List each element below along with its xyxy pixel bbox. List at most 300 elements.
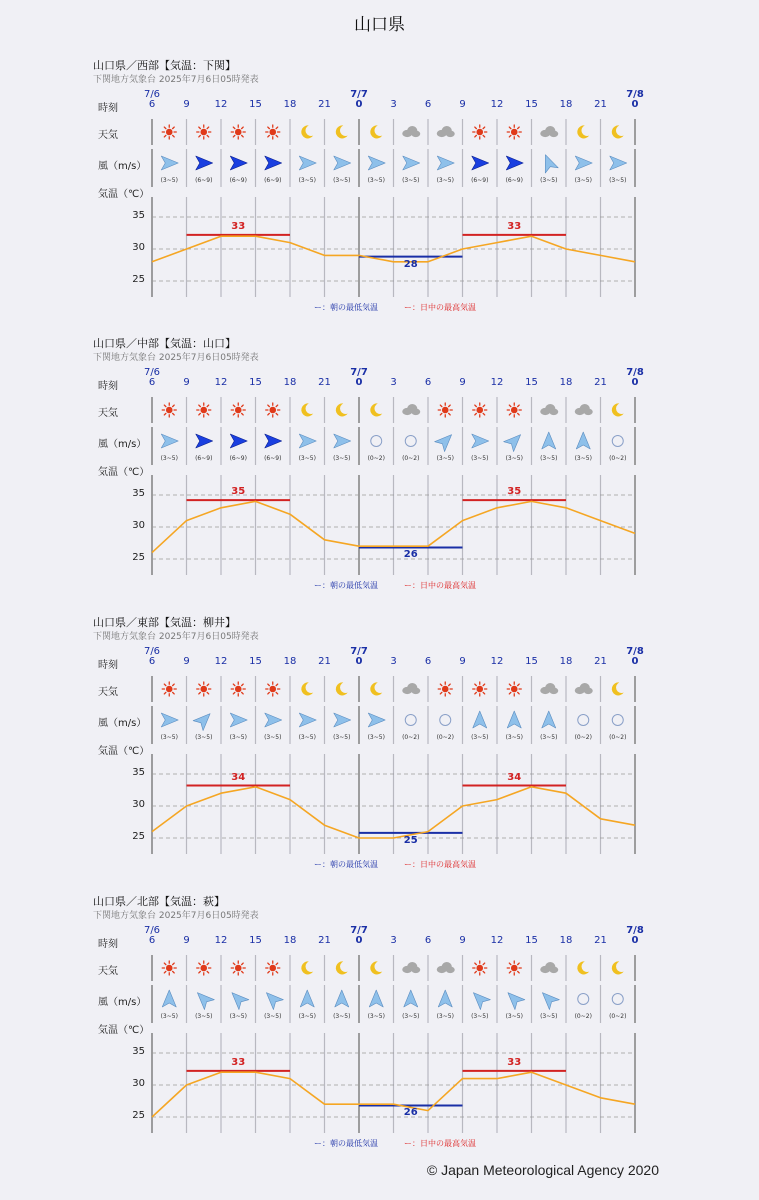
wind-speed-label: (3~5) (574, 177, 592, 184)
calm-wind-icon (578, 715, 589, 726)
wind-speed-label: (3~5) (333, 1013, 351, 1020)
hour-label: 18 (283, 656, 297, 667)
panel-subtitle: 下関地方気象台 2025年7月6日05時発表 (93, 632, 259, 642)
day-max-value: 33 (231, 1056, 246, 1068)
hour-label: 9 (459, 377, 466, 388)
date-label: 7/6 (143, 367, 161, 378)
calm-wind-icon (371, 436, 382, 447)
sun-icon (507, 125, 521, 139)
panel-subtitle: 下関地方気象台 2025年7月6日05時発表 (93, 353, 259, 363)
legend-morning-min: ー：朝の最低気温 (314, 303, 378, 312)
hour-label: 12 (214, 377, 228, 388)
hour-label: 3 (390, 656, 397, 667)
wind-speed-label: (0~2) (609, 1013, 627, 1020)
wind-speed-label: (3~5) (333, 734, 351, 741)
wind-speed-label: (0~2) (402, 455, 420, 462)
wind-speed-label: (3~5) (574, 455, 592, 462)
temp-axis-label: 気温（℃） (98, 1025, 150, 1036)
date-label: 7/7 (350, 925, 368, 936)
morning-min-value: 26 (403, 1107, 418, 1119)
day-max-value: 34 (507, 771, 522, 783)
wind-speed-label: (3~5) (298, 455, 316, 462)
hour-label: 6 (424, 377, 432, 388)
moon-icon (336, 682, 348, 695)
hour-label: 12 (490, 935, 504, 946)
morning-min-value: 26 (403, 549, 418, 561)
sun-icon (197, 403, 211, 417)
day-max-value: 33 (507, 1056, 522, 1068)
weather-row-label: 天気 (98, 687, 118, 698)
hour-label: 12 (214, 99, 228, 110)
hour-label: 3 (390, 99, 397, 110)
weather-row-label: 天気 (98, 966, 118, 977)
sun-icon (266, 961, 280, 975)
wind-arrow-icon (369, 990, 383, 1007)
hour-label: 18 (283, 935, 297, 946)
cloud-icon (402, 683, 420, 694)
wind-speed-label: (6~9) (471, 177, 489, 184)
wind-speed-label: (3~5) (471, 455, 489, 462)
wind-speed-label: (3~5) (298, 177, 316, 184)
sun-icon (438, 682, 452, 696)
cloud-icon (540, 683, 558, 694)
calm-wind-icon (405, 436, 416, 447)
weather-row-label: 天気 (98, 408, 118, 419)
wind-arrow-icon (468, 988, 490, 1010)
wind-arrow-icon (472, 434, 489, 448)
hour-label: 18 (559, 935, 573, 946)
hour-label: 18 (559, 656, 573, 667)
time-row-label: 時刻 (98, 660, 118, 671)
wind-speed-label: (3~5) (333, 455, 351, 462)
wind-arrow-icon (265, 156, 282, 170)
moon-icon (370, 403, 382, 416)
wind-speed-label: (3~5) (436, 455, 454, 462)
wind-arrow-icon (368, 713, 385, 727)
temp-tick-label: 25 (132, 1110, 145, 1121)
hour-label: 12 (490, 656, 504, 667)
wind-speed-label: (3~5) (540, 455, 558, 462)
moon-icon (301, 961, 313, 974)
sun-icon (231, 961, 245, 975)
wind-speed-label: (3~5) (264, 734, 282, 741)
wind-speed-label: (6~9) (505, 177, 523, 184)
temp-tick-label: 35 (132, 767, 145, 778)
date-label: 7/6 (143, 925, 161, 936)
day-max-value: 34 (231, 771, 246, 783)
sun-icon (507, 961, 521, 975)
hour-label: 0 (631, 656, 639, 667)
temp-tick-label: 30 (132, 520, 145, 531)
wind-arrow-icon (503, 988, 525, 1010)
temp-tick-label: 35 (132, 488, 145, 499)
sun-icon (197, 125, 211, 139)
wind-speed-label: (6~9) (195, 177, 213, 184)
legend-day-max: ー：日中の最高気温 (404, 860, 476, 869)
moon-icon (336, 961, 348, 974)
wind-row-label: 風（m/s） (98, 718, 147, 729)
day-max-value: 35 (231, 486, 246, 498)
sun-icon (231, 125, 245, 139)
wind-arrow-icon (161, 434, 178, 448)
calm-wind-icon (612, 436, 623, 447)
wind-arrow-icon (193, 709, 215, 731)
wind-speed-label: (3~5) (505, 455, 523, 462)
calm-wind-icon (440, 715, 451, 726)
sun-icon (473, 125, 487, 139)
calm-wind-icon (612, 994, 623, 1005)
wind-arrow-icon (539, 152, 558, 173)
temp-tick-label: 35 (132, 1046, 145, 1057)
forecast-panel (0, 893, 759, 1158)
cloud-icon (540, 962, 558, 973)
hour-label: 6 (148, 656, 156, 667)
date-label: 7/6 (143, 89, 161, 100)
wind-speed-label: (3~5) (436, 1013, 454, 1020)
wind-speed-label: (3~5) (160, 455, 178, 462)
hour-label: 6 (424, 656, 432, 667)
wind-arrow-icon (403, 156, 420, 170)
temp-tick-label: 35 (132, 210, 145, 221)
sun-icon (473, 682, 487, 696)
wind-arrow-icon (472, 156, 489, 170)
wind-speed-label: (3~5) (333, 177, 351, 184)
temp-tick-label: 30 (132, 242, 145, 253)
sun-icon (197, 961, 211, 975)
hour-label: 15 (249, 377, 262, 388)
wind-speed-label: (6~9) (264, 177, 282, 184)
cloud-icon (437, 962, 455, 973)
wind-speed-label: (3~5) (471, 734, 489, 741)
hour-label: 6 (148, 377, 156, 388)
moon-icon (370, 125, 382, 138)
wind-arrow-icon (335, 990, 349, 1007)
moon-icon (301, 403, 313, 416)
wind-speed-label: (3~5) (160, 1013, 178, 1020)
wind-arrow-icon (542, 711, 556, 728)
wind-arrow-icon (265, 434, 282, 448)
time-row-label: 時刻 (98, 103, 118, 114)
hour-label: 18 (559, 377, 573, 388)
wind-speed-label: (0~2) (367, 455, 385, 462)
wind-speed-label: (3~5) (367, 177, 385, 184)
hour-label: 21 (318, 935, 331, 946)
hour-label: 3 (390, 935, 397, 946)
temp-tick-label: 30 (132, 799, 145, 810)
date-label: 7/8 (626, 367, 644, 378)
weather-row-label: 天気 (98, 130, 118, 141)
panel-title: 山口県／東部【気温：柳井】 (93, 616, 236, 629)
sun-icon (162, 125, 176, 139)
hour-label: 9 (459, 656, 466, 667)
sun-icon (438, 403, 452, 417)
wind-speed-label: (0~2) (402, 734, 420, 741)
wind-arrow-icon (437, 156, 454, 170)
hour-label: 6 (148, 99, 156, 110)
wind-speed-label: (0~2) (574, 1013, 592, 1020)
sun-icon (231, 403, 245, 417)
hour-label: 21 (594, 377, 607, 388)
cloud-icon (540, 126, 558, 137)
wind-arrow-icon (230, 434, 247, 448)
wind-arrow-icon (576, 432, 590, 449)
hour-label: 21 (318, 99, 331, 110)
wind-speed-label: (3~5) (160, 177, 178, 184)
hour-label: 0 (355, 99, 363, 110)
hour-label: 18 (283, 99, 297, 110)
wind-row-label: 風（m/s） (98, 439, 147, 450)
hour-label: 0 (631, 99, 639, 110)
wind-arrow-icon (261, 988, 283, 1010)
wind-speed-label: (3~5) (540, 1013, 558, 1020)
wind-speed-label: (3~5) (436, 177, 454, 184)
wind-arrow-icon (334, 713, 351, 727)
date-label: 7/7 (350, 367, 368, 378)
panel-title: 山口県／北部【気温：萩】 (93, 895, 225, 908)
panel-title: 山口県／西部【気温：下関】 (93, 59, 236, 72)
hour-label: 6 (424, 935, 432, 946)
time-row-label: 時刻 (98, 381, 118, 392)
date-label: 7/7 (350, 89, 368, 100)
date-label: 7/7 (350, 646, 368, 657)
temp-tick-label: 25 (132, 831, 145, 842)
wind-arrow-icon (192, 988, 214, 1010)
panel-graphics (0, 57, 759, 322)
hour-label: 12 (214, 656, 228, 667)
hour-label: 9 (459, 99, 466, 110)
calm-wind-icon (578, 994, 589, 1005)
wind-speed-label: (3~5) (195, 1013, 213, 1020)
hour-label: 3 (390, 377, 397, 388)
legend-day-max: ー：日中の最高気温 (404, 1139, 476, 1148)
wind-arrow-icon (300, 990, 314, 1007)
hour-label: 18 (559, 99, 573, 110)
wind-arrow-icon (196, 156, 213, 170)
hour-label: 21 (594, 935, 607, 946)
cloud-icon (437, 126, 455, 137)
wind-arrow-icon (438, 990, 452, 1007)
date-label: 7/8 (626, 925, 644, 936)
cloud-icon (402, 126, 420, 137)
hour-label: 0 (355, 935, 363, 946)
wind-arrow-icon (161, 156, 178, 170)
legend-day-max: ー：日中の最高気温 (404, 303, 476, 312)
wind-speed-label: (3~5) (367, 1013, 385, 1020)
moon-icon (612, 682, 624, 695)
legend-morning-min: ー：朝の最低気温 (314, 581, 378, 590)
wind-speed-label: (0~2) (436, 734, 454, 741)
cloud-icon (402, 404, 420, 415)
temp-axis-label: 気温（℃） (98, 746, 150, 757)
hour-label: 6 (148, 935, 156, 946)
temp-axis-label: 気温（℃） (98, 467, 150, 478)
legend-morning-min: ー：朝の最低気温 (314, 860, 378, 869)
forecast-panel (0, 614, 759, 879)
wind-arrow-icon (506, 156, 523, 170)
hour-label: 9 (183, 377, 190, 388)
day-max-value: 35 (507, 486, 522, 498)
hour-label: 15 (525, 99, 538, 110)
legend-day-max: ー：日中の最高気温 (404, 581, 476, 590)
morning-min-value: 28 (403, 258, 418, 270)
temp-axis-label: 気温（℃） (98, 189, 150, 200)
moon-icon (577, 961, 589, 974)
hour-label: 21 (594, 656, 607, 667)
sun-icon (197, 682, 211, 696)
hour-label: 0 (631, 377, 639, 388)
wind-speed-label: (6~9) (229, 455, 247, 462)
moon-icon (612, 403, 624, 416)
moon-icon (577, 125, 589, 138)
sun-icon (162, 961, 176, 975)
moon-icon (301, 125, 313, 138)
moon-icon (336, 125, 348, 138)
hour-label: 0 (355, 377, 363, 388)
panel-title: 山口県／中部【気温：山口】 (93, 337, 236, 350)
wind-row-label: 風（m/s） (98, 997, 147, 1008)
temp-tick-label: 25 (132, 552, 145, 563)
sun-icon (507, 403, 521, 417)
hour-label: 15 (249, 935, 262, 946)
time-row-label: 時刻 (98, 939, 118, 950)
wind-speed-label: (3~5) (505, 1013, 523, 1020)
date-label: 7/6 (143, 646, 161, 657)
sun-icon (266, 682, 280, 696)
wind-arrow-icon (265, 713, 282, 727)
page-title: 山口県 (354, 15, 405, 35)
moon-icon (370, 961, 382, 974)
wind-arrow-icon (161, 713, 178, 727)
wind-speed-label: (3~5) (264, 1013, 282, 1020)
moon-icon (336, 403, 348, 416)
panel-graphics (0, 335, 759, 600)
wind-speed-label: (3~5) (540, 177, 558, 184)
wind-arrow-icon (334, 434, 351, 448)
cloud-icon (575, 683, 593, 694)
moon-icon (370, 682, 382, 695)
wind-speed-label: (3~5) (402, 1013, 420, 1020)
wind-speed-label: (3~5) (195, 734, 213, 741)
sun-icon (162, 682, 176, 696)
cloud-icon (540, 404, 558, 415)
hour-label: 6 (424, 99, 432, 110)
hour-label: 21 (594, 99, 607, 110)
cloud-icon (402, 962, 420, 973)
wind-speed-label: (3~5) (298, 734, 316, 741)
panel-graphics (0, 893, 759, 1158)
moon-icon (301, 682, 313, 695)
sun-icon (507, 682, 521, 696)
wind-arrow-icon (504, 430, 526, 452)
hour-label: 15 (525, 935, 538, 946)
wind-arrow-icon (507, 711, 521, 728)
wind-speed-label: (6~9) (229, 177, 247, 184)
sun-icon (473, 403, 487, 417)
hour-label: 9 (459, 935, 466, 946)
panel-graphics (0, 614, 759, 879)
hour-label: 15 (525, 656, 538, 667)
panel-subtitle: 下関地方気象台 2025年7月6日05時発表 (93, 75, 259, 85)
hour-label: 15 (249, 99, 262, 110)
wind-arrow-icon (299, 434, 316, 448)
wind-arrow-icon (299, 713, 316, 727)
wind-speed-label: (6~9) (264, 455, 282, 462)
moon-icon (612, 961, 624, 974)
hour-label: 9 (183, 99, 190, 110)
day-max-value: 33 (231, 220, 246, 232)
wind-speed-label: (3~5) (160, 734, 178, 741)
wind-arrow-icon (610, 156, 627, 170)
wind-speed-label: (3~5) (229, 1013, 247, 1020)
wind-speed-label: (3~5) (609, 177, 627, 184)
wind-arrow-icon (542, 432, 556, 449)
hour-label: 9 (183, 935, 190, 946)
hour-label: 21 (318, 377, 331, 388)
wind-row-label: 風（m/s） (98, 161, 147, 172)
sun-icon (266, 125, 280, 139)
date-label: 7/8 (626, 89, 644, 100)
wind-arrow-icon (162, 990, 176, 1007)
day-max-value: 33 (507, 220, 522, 232)
panel-subtitle: 下関地方気象台 2025年7月6日05時発表 (93, 911, 259, 921)
wind-arrow-icon (334, 156, 351, 170)
wind-arrow-icon (404, 990, 418, 1007)
wind-speed-label: (0~2) (574, 734, 592, 741)
hour-label: 15 (249, 656, 262, 667)
wind-arrow-icon (575, 156, 592, 170)
wind-speed-label: (3~5) (540, 734, 558, 741)
wind-arrow-icon (196, 434, 213, 448)
copyright: © Japan Meteorological Agency 2020 (426, 1162, 659, 1178)
forecast-panel (0, 57, 759, 322)
wind-speed-label: (6~9) (195, 455, 213, 462)
calm-wind-icon (405, 715, 416, 726)
wind-arrow-icon (537, 988, 559, 1010)
hour-label: 12 (490, 99, 504, 110)
hour-label: 0 (355, 656, 363, 667)
sun-icon (266, 403, 280, 417)
wind-speed-label: (0~2) (609, 455, 627, 462)
date-label: 7/8 (626, 646, 644, 657)
wind-arrow-icon (368, 156, 385, 170)
sun-icon (231, 682, 245, 696)
sun-icon (162, 403, 176, 417)
wind-arrow-icon (230, 713, 247, 727)
calm-wind-icon (612, 715, 623, 726)
wind-arrow-icon (227, 988, 249, 1010)
temp-tick-label: 25 (132, 274, 145, 285)
hour-label: 12 (490, 377, 504, 388)
wind-speed-label: (3~5) (367, 734, 385, 741)
wind-speed-label: (3~5) (505, 734, 523, 741)
wind-arrow-icon (473, 711, 487, 728)
wind-speed-label: (0~2) (609, 734, 627, 741)
hour-label: 18 (283, 377, 297, 388)
wind-arrow-icon (299, 156, 316, 170)
hour-label: 9 (183, 656, 190, 667)
wind-speed-label: (3~5) (471, 1013, 489, 1020)
temp-tick-label: 30 (132, 1078, 145, 1089)
forecast-panel (0, 335, 759, 600)
sun-icon (473, 961, 487, 975)
wind-arrow-icon (435, 430, 457, 452)
wind-arrow-icon (230, 156, 247, 170)
morning-min-value: 25 (403, 834, 418, 846)
wind-speed-label: (3~5) (229, 734, 247, 741)
wind-speed-label: (3~5) (402, 177, 420, 184)
moon-icon (612, 125, 624, 138)
hour-label: 15 (525, 377, 538, 388)
